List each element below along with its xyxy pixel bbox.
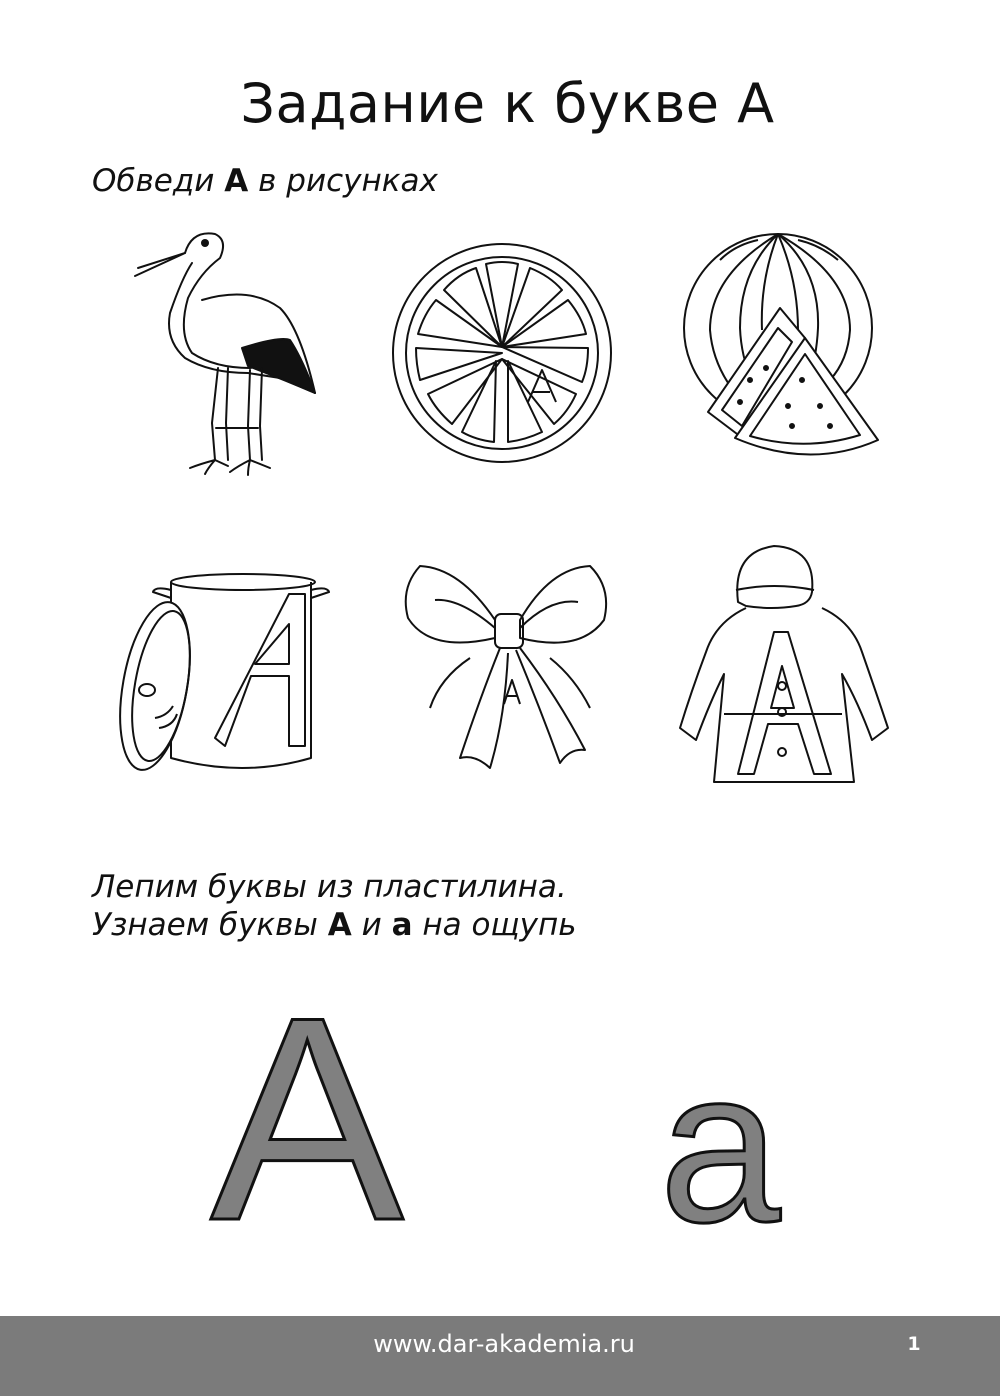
- instruction-line-2-before: Узнаем буквы: [92, 907, 328, 943]
- big-lowercase-letter: [640, 1055, 810, 1230]
- instruction-upper-letter: А: [327, 907, 352, 943]
- instruction-trace-letter: [92, 162, 438, 200]
- orange-slice-icon: [390, 242, 615, 464]
- footer-bar: [0, 1316, 1000, 1396]
- instruction-text-before: Обведи: [92, 163, 225, 199]
- raincoat-icon: [676, 542, 896, 786]
- instruction-letter: А: [224, 163, 249, 199]
- watermelon-icon: [680, 230, 880, 466]
- page-number: 1: [907, 1333, 921, 1355]
- big-uppercase-glyph: A: [210, 995, 404, 1230]
- instruction-line-1: Лепим буквы из пластилина.: [92, 869, 567, 905]
- instruction-line-2-after: на ощупь: [412, 907, 577, 943]
- pot-icon: [115, 568, 330, 776]
- instruction-text-after: в рисунках: [248, 163, 438, 199]
- bow-icon: [400, 558, 615, 774]
- page-title: Задание к букве А: [240, 72, 775, 135]
- instruction-sculpt-letters: [92, 868, 577, 944]
- instruction-line-2-middle: и: [351, 907, 392, 943]
- instruction-lower-letter: а: [391, 907, 413, 943]
- stork-icon: [130, 228, 325, 483]
- big-uppercase-letter: [200, 995, 415, 1230]
- big-lowercase-glyph: a: [659, 1055, 781, 1230]
- footer-url-link[interactable]: www.dar-akademia.ru: [373, 1330, 635, 1358]
